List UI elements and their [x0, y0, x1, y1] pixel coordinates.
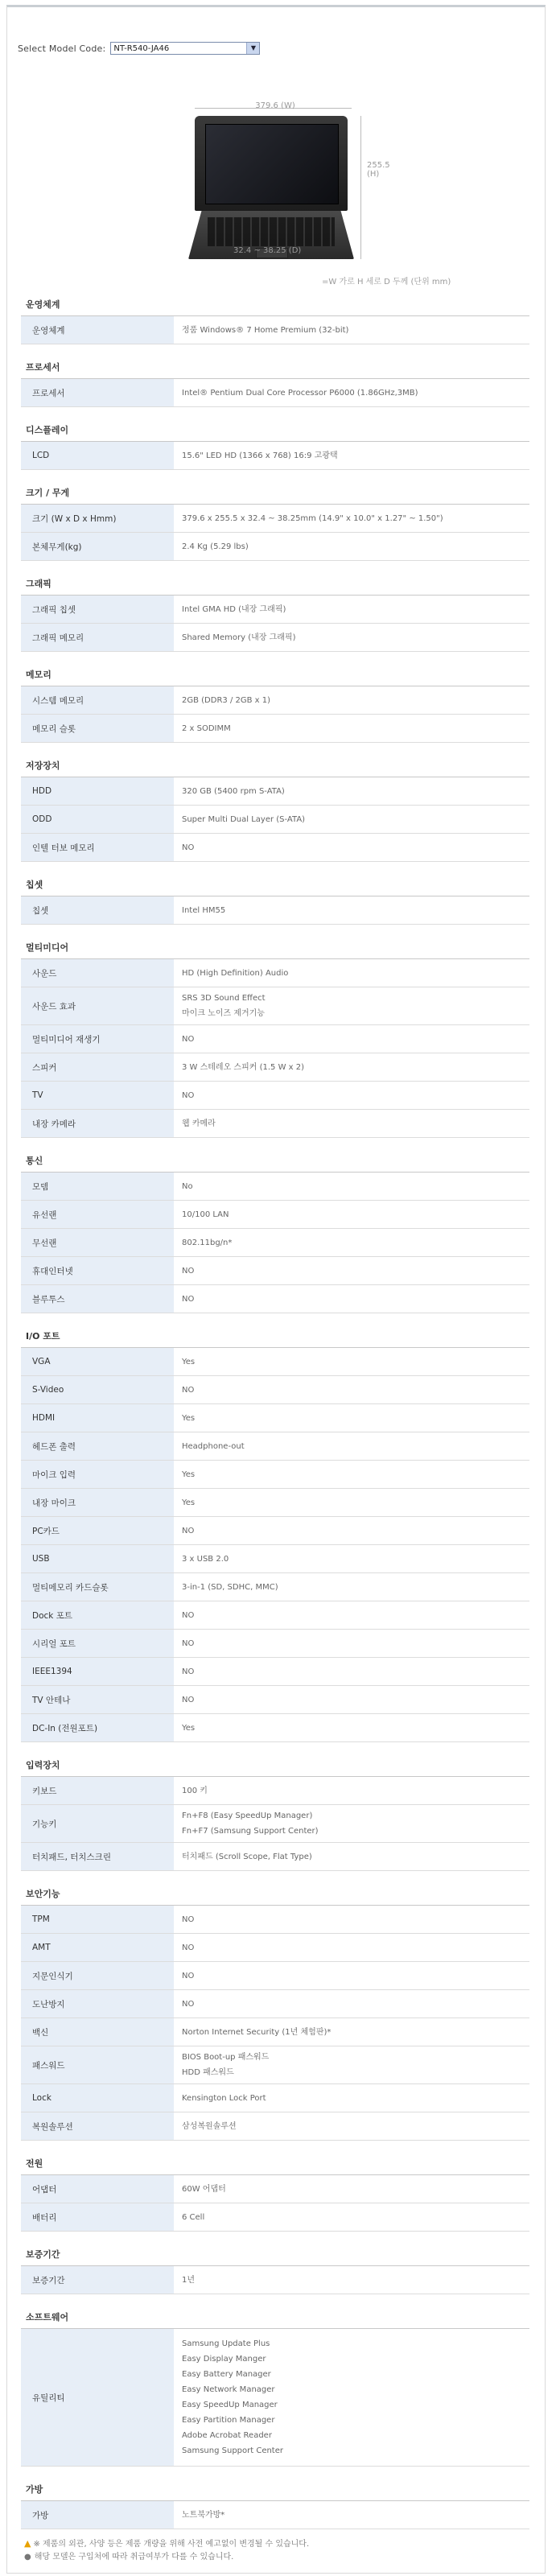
spec-value [174, 806, 529, 833]
spec-label: 지문인식기 [21, 1962, 174, 1989]
spec-label: ODD [21, 806, 174, 833]
spec-category-title: 가방 [21, 2476, 529, 2501]
spec-value-line: Yes [182, 1413, 196, 1423]
spec-value [174, 2175, 529, 2203]
spec-category-title: 그래픽 [21, 571, 529, 596]
spec-label: 휴대인터넷 [21, 1257, 174, 1284]
spec-category [21, 2476, 529, 2529]
spec-row [21, 834, 529, 862]
spec-label: LCD [21, 442, 174, 469]
spec-row [21, 1805, 529, 1843]
spec-value [174, 1082, 529, 1109]
spec-row [21, 2501, 529, 2529]
spec-row [21, 777, 529, 806]
spec-value-line: HDD 패스워드 [182, 2068, 234, 2077]
spec-category-title: 소프트웨어 [21, 2304, 529, 2329]
spec-category-title: 통신 [21, 1148, 529, 1173]
spec-label: 배터리 [21, 2203, 174, 2231]
spec-value [174, 1110, 529, 1137]
spec-value-line: 6 Cell [182, 2212, 205, 2222]
spec-row [21, 1934, 529, 1962]
warning-icon: ▲ [24, 2538, 31, 2549]
spec-value [174, 1201, 529, 1228]
spec-value-line: Easy SpeedUp Manager [182, 2401, 278, 2409]
spec-value-line: NO [182, 1610, 195, 1620]
spec-value-line: 320 GB (5400 rpm S-ATA) [182, 786, 285, 796]
spec-row [21, 1843, 529, 1871]
spec-value-line: No [182, 1181, 193, 1191]
spec-value [174, 686, 529, 714]
spec-value-line: 2GB (DDR3 / 2GB x 1) [182, 695, 270, 705]
spec-label: 인텔 터보 메모리 [21, 834, 174, 861]
spec-row [21, 1573, 529, 1601]
spec-value-line: Super Multi Dual Layer (S-ATA) [182, 814, 306, 824]
spec-value [174, 1714, 529, 1741]
spec-value-line: NO [182, 1090, 195, 1100]
spec-category [21, 1752, 529, 1871]
spec-value [174, 1025, 529, 1053]
spec-value [174, 2018, 529, 2046]
spec-value [174, 1962, 529, 1989]
spec-value [174, 987, 529, 1024]
spec-label: 시리얼 포트 [21, 1630, 174, 1657]
spec-value-line: 60W 어댑터 [182, 2184, 226, 2194]
spec-label: TPM [21, 1906, 174, 1933]
spec-category [21, 480, 529, 561]
spec-label: 터치패드, 터치스크린 [21, 1843, 174, 1870]
spec-value-line: SRS 3D Sound Effect [182, 994, 266, 1003]
spec-label: 가방 [21, 2501, 174, 2529]
spec-row [21, 1545, 529, 1573]
spec-value [174, 1777, 529, 1804]
spec-value [174, 505, 529, 532]
spec-value [174, 1630, 529, 1657]
spec-category [21, 1881, 529, 2141]
spec-row [21, 1348, 529, 1376]
spec-value-line: 15.6" LED HD (1366 x 768) 16:9 고광택 [182, 451, 338, 460]
spec-category-title: 디스플레이 [21, 417, 529, 442]
spec-label: 패스워드 [21, 2046, 174, 2083]
height-dimension-line [360, 116, 361, 259]
spec-value-line: NO [182, 1695, 195, 1704]
spec-value [174, 1934, 529, 1961]
spec-value [174, 1376, 529, 1403]
spec-row [21, 987, 529, 1025]
spec-category [21, 662, 529, 743]
spec-row [21, 2112, 529, 2141]
spec-row [21, 1257, 529, 1285]
spec-label: 모뎀 [21, 1173, 174, 1200]
spec-label: 내장 마이크 [21, 1489, 174, 1516]
spec-value-line: BIOS Boot-up 패스워드 [182, 2053, 270, 2062]
spec-value [174, 1432, 529, 1460]
chevron-down-icon[interactable]: ▼ [246, 43, 259, 54]
spec-label: 키보드 [21, 1777, 174, 1804]
spec-value-line: 379.6 x 255.5 x 32.4 ~ 38.25mm (14.9" x 10.0" x 1.27" ~ 1.50") [182, 513, 443, 523]
spec-row [21, 1990, 529, 2018]
spec-category-title: 보안기능 [21, 1881, 529, 1906]
spec-table [21, 291, 529, 2539]
spec-category-title: 멀티미디어 [21, 934, 529, 959]
spec-value-line: NO [182, 1385, 195, 1395]
spec-value [174, 834, 529, 861]
spec-value-line: 3 W 스테레오 스피커 (1.5 W x 2) [182, 1062, 304, 1072]
spec-value [174, 1461, 529, 1488]
spec-category [21, 2304, 529, 2467]
spec-row [21, 1601, 529, 1630]
spec-label: 그래픽 메모리 [21, 624, 174, 651]
spec-value-line: Easy Battery Manager [182, 2370, 271, 2379]
spec-value [174, 1348, 529, 1375]
spec-row [21, 1517, 529, 1545]
spec-value [174, 715, 529, 742]
spec-row [21, 442, 529, 470]
spec-value [174, 1805, 529, 1842]
spec-row [21, 1714, 529, 1742]
product-image [161, 97, 402, 282]
spec-value-line: 2.4 Kg (5.29 lbs) [182, 542, 249, 551]
spec-row [21, 624, 529, 652]
spec-value-line: Norton Internet Security (1년 체험판)* [182, 2027, 332, 2037]
spec-row [21, 1404, 529, 1432]
spec-row [21, 1285, 529, 1313]
spec-label: 헤드폰 출력 [21, 1432, 174, 1460]
spec-row [21, 1432, 529, 1461]
spec-value-line: Yes [182, 1723, 196, 1733]
spec-value-line: 100 키 [182, 1786, 208, 1795]
spec-category-title: 크기 / 무게 [21, 480, 529, 505]
spec-label: 스피커 [21, 1053, 174, 1081]
spec-value-line: Easy Partition Manager [182, 2416, 275, 2425]
spec-label: 백신 [21, 2018, 174, 2046]
width-dimension-label: 379.6 (W) [255, 101, 295, 110]
spec-category-title: 칩셋 [21, 872, 529, 896]
spec-row [21, 1376, 529, 1404]
spec-row [21, 2046, 529, 2084]
spec-category-title: 메모리 [21, 662, 529, 686]
spec-label: 프로세서 [21, 379, 174, 406]
spec-label: 멀티미디어 재생기 [21, 1025, 174, 1053]
spec-row [21, 1630, 529, 1658]
spec-row [21, 686, 529, 715]
spec-label: HDMI [21, 1404, 174, 1432]
spec-value [174, 316, 529, 344]
model-code-value: NT-R540-JA46 [113, 44, 170, 53]
spec-category [21, 1323, 529, 1742]
spec-value [174, 1843, 529, 1870]
spec-value-line: 정품 Windows® 7 Home Premium (32-bit) [182, 325, 349, 335]
depth-dimension-label: 32.4 ~ 38.25 (D) [233, 246, 302, 255]
spec-label: 멀티메모리 카드슬롯 [21, 1573, 174, 1601]
spec-category [21, 2241, 529, 2294]
spec-value-line: Fn+F7 (Samsung Support Center) [182, 1827, 319, 1836]
model-code-select[interactable] [110, 42, 260, 55]
spec-value [174, 624, 529, 651]
spec-value [174, 2084, 529, 2112]
spec-label: 마이크 입력 [21, 1461, 174, 1488]
spec-value-line: NO [182, 1266, 195, 1276]
spec-category-title: I/O 포트 [21, 1323, 529, 1348]
spec-category [21, 571, 529, 652]
spec-category [21, 1148, 529, 1313]
spec-value [174, 1545, 529, 1572]
spec-value-line: 1년 [182, 2275, 196, 2285]
spec-label: 블루투스 [21, 1285, 174, 1313]
spec-value-line: Easy Network Manager [182, 2385, 275, 2394]
spec-value-line: 10/100 LAN [182, 1210, 229, 1219]
spec-label: IEEE1394 [21, 1658, 174, 1685]
spec-row [21, 1053, 529, 1082]
spec-label: 복원솔루션 [21, 2112, 174, 2140]
spec-label: 칩셋 [21, 896, 174, 924]
spec-value [174, 379, 529, 406]
spec-row [21, 379, 529, 407]
spec-category [21, 934, 529, 1138]
dimension-legend: =W 가로 H 세로 D 두께 (단위 mm) [322, 278, 451, 286]
spec-value-line: NO [182, 1943, 195, 1952]
spec-value [174, 959, 529, 987]
spec-value-line: 웹 카메라 [182, 1119, 216, 1128]
spec-value [174, 2501, 529, 2529]
spec-value-line: NO [182, 1294, 195, 1304]
spec-label: TV [21, 1082, 174, 1109]
note-item: ● 해당 모델은 구입처에 따라 취급여부가 다를 수 있습니다. [24, 2551, 309, 2564]
spec-label: DC-In (전원포트) [21, 1714, 174, 1741]
spec-value-line: Kensington Lock Port [182, 2093, 266, 2103]
note-item: ▲ ※ 제품의 외관, 사양 등은 제품 개량을 위해 사전 예고없이 변경될 수 있습니다. [24, 2538, 310, 2549]
spec-category-title: 입력장치 [21, 1752, 529, 1777]
spec-label: 유선랜 [21, 1201, 174, 1228]
spec-category-title: 보증기간 [21, 2241, 529, 2266]
spec-row [21, 1082, 529, 1110]
spec-value [174, 1990, 529, 2018]
spec-value [174, 1573, 529, 1601]
spec-category [21, 354, 529, 407]
spec-value-line: Yes [182, 1498, 196, 1507]
spec-value-line: 802.11bg/n* [182, 1238, 233, 1247]
spec-label: Dock 포트 [21, 1601, 174, 1629]
spec-value-line: NO [182, 1667, 195, 1676]
spec-label: HDD [21, 777, 174, 805]
spec-value-line: NO [182, 1526, 195, 1535]
spec-row [21, 1173, 529, 1201]
spec-row [21, 1906, 529, 1934]
spec-value-line: 마이크 노이즈 제거기능 [182, 1009, 265, 1018]
spec-value [174, 1257, 529, 1284]
spec-value-line: Easy Display Manger [182, 2355, 266, 2364]
spec-category-title: 운영체계 [21, 291, 529, 316]
spec-value [174, 2112, 529, 2140]
spec-label: 본체무게(kg) [21, 533, 174, 560]
spec-value-line: NO [182, 1638, 195, 1648]
spec-value-line: Adobe Acrobat Reader [182, 2431, 272, 2440]
spec-label: 시스템 메모리 [21, 686, 174, 714]
spec-row [21, 316, 529, 344]
spec-value [174, 2266, 529, 2294]
height-dimension-label: 255.5 (H) [367, 161, 390, 179]
spec-value [174, 1489, 529, 1516]
spec-value [174, 533, 529, 560]
spec-row [21, 2203, 529, 2232]
spec-row [21, 2266, 529, 2294]
spec-row [21, 1201, 529, 1229]
spec-category [21, 752, 529, 862]
spec-value-line: Intel® Pentium Dual Core Processor P6000 (1.86GHz,3MB) [182, 388, 418, 398]
spec-label: 메모리 슬롯 [21, 715, 174, 742]
spec-value [174, 1285, 529, 1313]
spec-value-line: NO [182, 1999, 195, 2009]
spec-category [21, 872, 529, 925]
model-selector [18, 40, 260, 56]
spec-value [174, 2203, 529, 2231]
spec-value [174, 1601, 529, 1629]
spec-value-line: Intel HM55 [182, 905, 226, 915]
spec-value-line: 3 x USB 2.0 [182, 1554, 229, 1564]
spec-row [21, 1110, 529, 1138]
spec-value-line: Headphone-out [182, 1441, 245, 1451]
spec-row [21, 896, 529, 925]
spec-value-line: Yes [182, 1469, 196, 1479]
spec-label: VGA [21, 1348, 174, 1375]
spec-label: 그래픽 칩셋 [21, 596, 174, 623]
spec-label: USB [21, 1545, 174, 1572]
spec-value-line: NO [182, 843, 195, 852]
spec-value [174, 442, 529, 469]
spec-value [174, 1173, 529, 1200]
spec-value-line: Samsung Support Center [182, 2446, 283, 2455]
spec-category-title: 저장장치 [21, 752, 529, 777]
spec-label: PC카드 [21, 1517, 174, 1544]
spec-value-line: NO [182, 1034, 195, 1044]
spec-value [174, 1658, 529, 1685]
spec-label: 내장 카메라 [21, 1110, 174, 1137]
spec-value-line: Samsung Update Plus [182, 2339, 270, 2348]
spec-row [21, 959, 529, 987]
footer-notes [24, 2537, 309, 2564]
spec-value [174, 1686, 529, 1713]
spec-category [21, 417, 529, 470]
spec-value [174, 2046, 529, 2083]
spec-value [174, 1229, 529, 1256]
spec-value [174, 2329, 529, 2466]
spec-label: 어댑터 [21, 2175, 174, 2203]
spec-value-line: 3-in-1 (SD, SDHC, MMC) [182, 1582, 278, 1592]
spec-value-line: Intel GMA HD (내장 그래픽) [182, 604, 286, 614]
laptop-screen [205, 124, 339, 204]
spec-category [21, 291, 529, 344]
spec-value-line: 2 x SODIMM [182, 723, 231, 733]
spec-category-title: 전원 [21, 2150, 529, 2175]
spec-label: Lock [21, 2084, 174, 2112]
spec-label: 크기 (W x D x Hmm) [21, 505, 174, 532]
spec-row [21, 1025, 529, 1053]
spec-row [21, 1658, 529, 1686]
spec-value [174, 777, 529, 805]
spec-value [174, 1053, 529, 1081]
spec-row [21, 596, 529, 624]
spec-row [21, 533, 529, 561]
spec-value-line: NO [182, 1971, 195, 1980]
spec-label: 무선랜 [21, 1229, 174, 1256]
spec-row [21, 715, 529, 743]
spec-label: 유틸리티 [21, 2329, 174, 2466]
spec-row [21, 1686, 529, 1714]
spec-row [21, 2018, 529, 2046]
spec-value-line: 노트북가방* [182, 2510, 225, 2520]
spec-label: 보증기간 [21, 2266, 174, 2294]
spec-value-line: Fn+F8 (Easy SpeedUp Manager) [182, 1811, 313, 1820]
bullet-icon: ● [24, 2553, 31, 2562]
spec-label: 사운드 효과 [21, 987, 174, 1024]
spec-label: 도난방지 [21, 1990, 174, 2018]
spec-value [174, 1517, 529, 1544]
spec-value-line: HD (High Definition) Audio [182, 968, 289, 978]
spec-value [174, 1906, 529, 1933]
spec-label: 사운드 [21, 959, 174, 987]
spec-label: 운영체계 [21, 316, 174, 344]
spec-row [21, 806, 529, 834]
spec-value-line: 삼성복원솔루션 [182, 2121, 237, 2131]
spec-value-line: Yes [182, 1357, 196, 1366]
spec-value [174, 1404, 529, 1432]
spec-category [21, 2150, 529, 2232]
laptop-keyboard [208, 217, 335, 246]
spec-label: AMT [21, 1934, 174, 1961]
spec-value [174, 596, 529, 623]
spec-label: TV 안테나 [21, 1686, 174, 1713]
spec-value-line: Shared Memory (내장 그래픽) [182, 633, 296, 642]
spec-row [21, 2329, 529, 2467]
spec-category-title: 프로세서 [21, 354, 529, 379]
spec-row [21, 2175, 529, 2203]
spec-value-line: NO [182, 1914, 195, 1924]
spec-row [21, 2084, 529, 2112]
spec-row [21, 505, 529, 533]
spec-row [21, 1229, 529, 1257]
spec-row [21, 1777, 529, 1805]
spec-label: S-Video [21, 1376, 174, 1403]
spec-row [21, 1962, 529, 1990]
spec-row [21, 1461, 529, 1489]
spec-value-line: 터치패드 (Scroll Scope, Flat Type) [182, 1852, 312, 1861]
spec-row [21, 1489, 529, 1517]
spec-label: 기능키 [21, 1805, 174, 1842]
spec-value [174, 896, 529, 924]
model-selector-label: Select Model Code: [18, 43, 106, 54]
